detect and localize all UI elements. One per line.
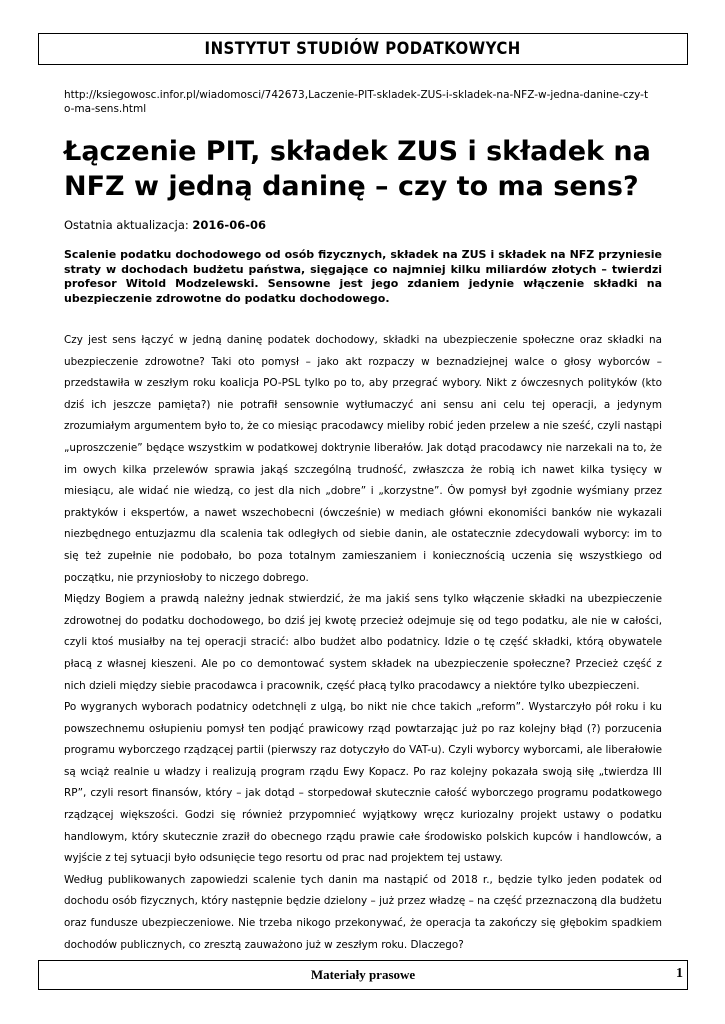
footer-banner bbox=[38, 960, 688, 990]
update-date: 2016-06-06 bbox=[192, 218, 266, 232]
body-paragraph: Po wygranych wyborach podatnicy odetchnęli z ulgą, bo nikt nie chce takich „reform”. Wystarczyło pół roku i ku powszechnemu osłupieniu pomysł ten podjąć prawicowy rząd powtarzając już po raz kolejny błąd (?) porzucenia programu wyborczego rządzącej partii (pierwszy raz dotyczyło do VAT-u). Czyli wyborcy wyborcami, ale liberałowie są wciąż realnie u władzy i realizują program rządu Ewy Kopacz. Po raz kolejny pokazała swoją siłę „twierdza III RP”, czyli resort finansów, który – jak dotąd – storpedował skutecznie całość wyborczego programu podatkowego rządzącej większości. Godzi się również przypomnieć wyjątkowy wręcz kuriozalny projekt ustawy o podatku handlowym, który skutecznie zraził do obecnego rządu prawie całe środowisko polskich kupców i handlowców, a wyjście z tej sytuacji było odsunięcie tego resortu od prac nad projektem tej ustawy. bbox=[64, 701, 662, 865]
update-label: Ostatnia aktualizacja: bbox=[64, 218, 189, 232]
last-update bbox=[64, 218, 266, 233]
source-url[interactable]: http://ksiegowosc.infor.pl/wiadomosci/742673,Laczenie-PIT-skladek-ZUS-i-skladek-na-NFZ-w-jedna-danine-czy-to-ma-sens.html bbox=[64, 89, 649, 115]
page-number: 1 bbox=[676, 966, 683, 981]
article-body bbox=[64, 330, 662, 956]
body-paragraph: Czy jest sens łączyć w jedną daninę podatek dochodowy, składki na ubezpieczenie społeczne oraz składki na ubezpieczenie zdrowotne? Taki oto pomysł – jako akt rozpaczy w beznadziejnej walce o głosy wyborców – przedstawiła w zeszłym roku koalicja PO-PSL tylko po to, aby przegrać wybory. Nikt z ówczesnych polityków (kto dziś ich jeszcze pamięta?) nie potrafił sensownie wytłumaczyć ani sensu ani celu tej operacji, a jedynym zrozumiałym argumentem było to, że co miesiąc pracodawcy mieliby robić jeden przelew a nie sześć, czyli nastąpi „uproszczenie” będące wszystkim w podatkowej doktrynie liberałów. Jak dotąd pracodawcy nie narzekali na to, że im owych kilka przelewów sprawia jakąś szczególną trudność, zwłaszcza że robią ich nawet kilka tysięcy w miesiącu, ale widać nie wiedzą, co jest dla nich „dobre” i „korzystne”. Ów pomysł był zgodnie wyśmiany przez praktyków i ekspertów, a nawet wszechobecni (ówcześnie) w mediach główni ekonomiści banków nie wykazali niezbędnego entuzjazmu dla scalenia tak odległych od siebie danin, ale ostatecznie zdecydowali wyborcy: im to się też zupełnie nie podobało, bo poza totalnym zamieszaniem i koniecznością uczenia się wszystkiego od początku, nie przyniosłoby to niczego dobrego. bbox=[64, 334, 662, 584]
institute-name: INSTYTUT STUDIÓW PODATKOWYCH bbox=[204, 39, 522, 59]
body-paragraph: Między Bogiem a prawdą należny jednak stwierdzić, że ma jakiś sens tylko włączenie składki na ubezpieczenie zdrowotnej do podatku dochodowego, bo dziś jej kwotę przecież odejmuje się od tego podatku, ale nie w całości, czyli ktoś musiałby na tej operacji stracić: albo budżet albo podatnicy. Idzie o tę część składki, którą obywatele płacą z własnej kieszeni. Ale po co demontować system składek na ubezpieczenie społeczne? Przecież część z nich dzieli między siebie pracodawca i pracownik, część płacą tylko pracodawcy a niektóre tylko ubezpieczeni. bbox=[64, 593, 662, 692]
article-title: Łączenie PIT, składek ZUS i składek na NFZ w jedną daninę – czy to ma sens? bbox=[64, 136, 651, 202]
body-paragraph: Według publikowanych zapowiedzi scalenie tych danin ma nastąpić od 2018 r., będzie tylko jeden podatek od dochodu osób fizycznych, który następnie będzie dzielony – już przez władzę – na część przeznaczoną dla budżetu oraz fundusze ubezpieczeniowe. Nie trzeba nikogo przekonywać, że operacja ta zakończy się głębokim spadkiem dochodów publicznych, co zresztą zauważono już w zeszłym roku. Dlaczego? bbox=[64, 873, 662, 951]
article-lead: Scalenie podatku dochodowego od osób fizycznych, składek na ZUS i składek na NFZ przyniesie straty w dochodach budżetu państwa, sięgające co najmniej kilku miliardów złotych – twierdzi profesor Witold Modzelewski. Sensowne jest jego zdaniem jedynie włączenie składki na ubezpieczenie zdrowotne do podatku dochodowego. bbox=[64, 248, 662, 305]
footer-label: Materiały prasowe bbox=[310, 967, 416, 982]
header-banner bbox=[38, 33, 688, 65]
